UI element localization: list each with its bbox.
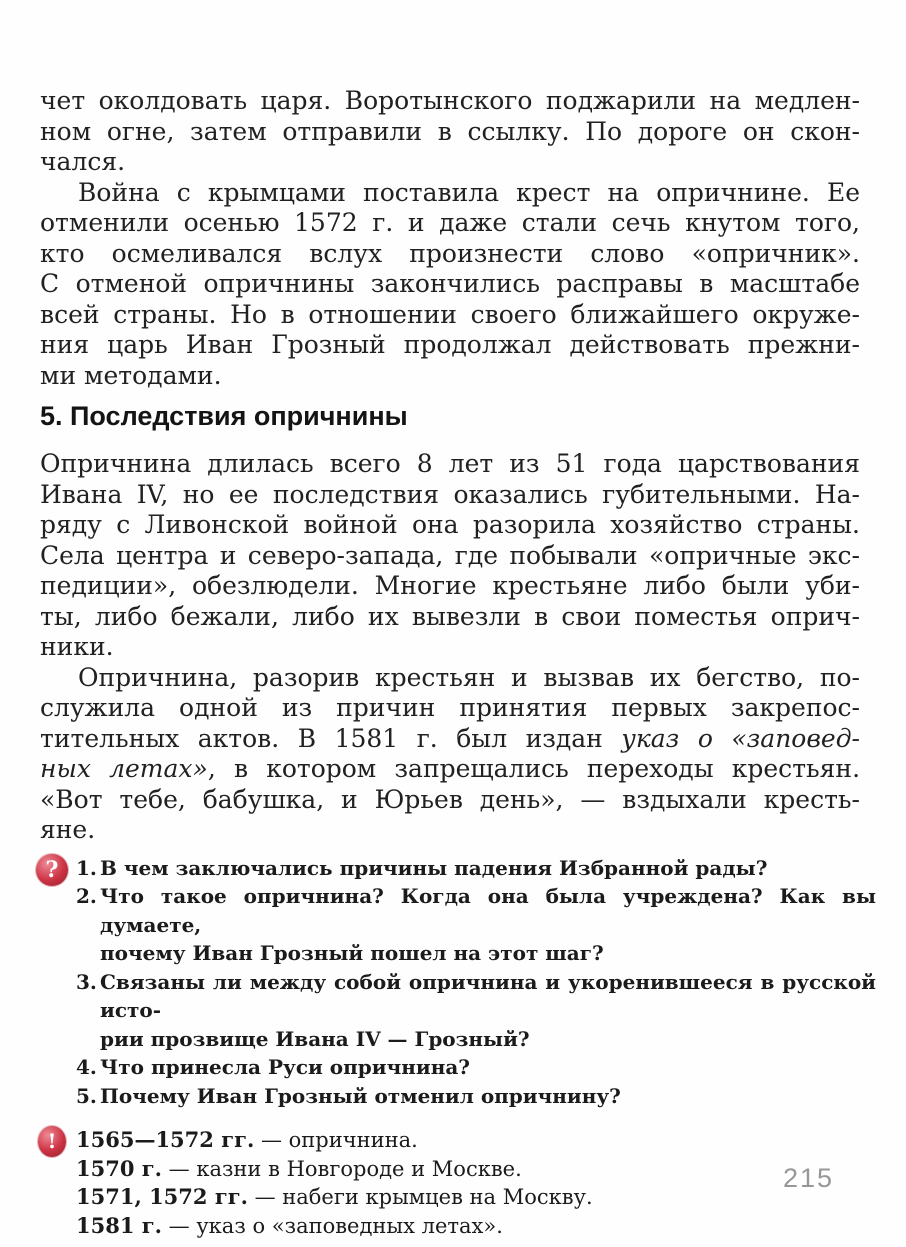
questions-list xyxy=(76,854,876,1111)
paragraph-line: С отменой опричнины закончились расправы в масштабе xyxy=(40,269,860,298)
paragraph-line: всей страны. Но в отношении своего ближайшего окруже- xyxy=(40,299,860,329)
paragraph-line: служила одной из причин принятия первых закрепос- xyxy=(40,693,860,722)
paragraph-4 xyxy=(40,663,860,846)
question-text: В чем заключались причины падения Избранной рады? xyxy=(100,855,768,880)
date-item xyxy=(76,1155,876,1184)
question-mark-icon: ? xyxy=(36,854,68,886)
question-text: Что принесла Руси опричнина? xyxy=(100,1055,471,1079)
question-text: Что такое опричнина? Когда она была учреждена? Как вы думаете, xyxy=(100,884,876,937)
paragraph-line: Села центра и северо-запада, где побывали «опричные экс- xyxy=(40,540,860,570)
date-item xyxy=(76,1212,876,1241)
section-heading: 5. Последствия опричнины xyxy=(40,401,408,431)
question-item xyxy=(76,1053,876,1082)
paragraph-line: «Вот тебе, бабушка, и Юрьев день», — вздыхали кресть- xyxy=(40,784,860,814)
date-event: — казни в Новгороде и Москве. xyxy=(168,1156,522,1181)
questions-section xyxy=(0,854,906,1111)
paragraph-line: отменили осенью 1572 г. и даже стали сечь кнутом того, xyxy=(40,208,860,237)
question-item xyxy=(76,854,876,883)
date-item xyxy=(76,1183,876,1212)
paragraph-3 xyxy=(40,449,860,663)
paragraph-line: ряду с Ливонской войной она разорила хозяйство страны. xyxy=(40,510,860,539)
paragraph-line: чался. xyxy=(40,147,126,176)
paragraph-line: ния царь Иван Грозный продолжал действовать прежни- xyxy=(40,330,860,359)
date-years: 1581 г. xyxy=(76,1212,162,1238)
question-number: 5. xyxy=(76,1083,97,1108)
paragraph-line: Опричнина длилась всего 8 лет из 51 года царствования xyxy=(40,449,860,478)
question-text: почему Иван Грозный пошел на этот шаг? xyxy=(100,941,604,965)
paragraph-line: педиции», обезлюдели. Многие крестьяне либо были уби- xyxy=(40,571,860,600)
paragraph-line: Опричнина, разорив крестьян и вызвав их бегство, по- xyxy=(78,662,860,692)
question-number: 2. xyxy=(76,884,97,908)
question-number: 1. xyxy=(76,855,97,880)
paragraph-text: , в котором запрещались переходы крестьян. xyxy=(207,754,861,783)
paragraph-line: ники. xyxy=(40,632,114,661)
paragraph-line: Ивана IV, но ее последствия оказались губительными. На- xyxy=(40,479,860,509)
question-text: Почему Иван Грозный отменил опричнину? xyxy=(100,1083,621,1108)
exclamation-mark-icon: ! xyxy=(38,1126,66,1157)
dates-list xyxy=(76,1126,876,1240)
question-item xyxy=(76,968,876,1054)
page-number: 215 xyxy=(782,1163,834,1193)
paragraph-line: Война с крымцами поставила крест на опричнине. Ее xyxy=(78,177,860,207)
paragraph-line: чет околдовать царя. Воротынского поджарили на медлен- xyxy=(40,86,860,115)
paragraph-line: ном огне, затем отправили в ссылку. По дороге он скон- xyxy=(40,116,860,146)
question-item xyxy=(76,1082,876,1111)
question-text: рии прозвище Ивана IV — Грозный? xyxy=(100,1026,530,1051)
question-number: 3. xyxy=(76,969,97,994)
paragraph-line: яне. xyxy=(40,815,96,844)
paragraph-line: ты, либо бежали, либо их вывезли в свои поместья оприч- xyxy=(40,601,860,631)
date-event: — опричнина. xyxy=(260,1128,418,1152)
paragraph-line: кто осмеливался вслух произнести слово «опричник». xyxy=(40,238,860,268)
date-years: 1571, 1572 гг. xyxy=(76,1184,248,1209)
date-years: 1565—1572 гг. xyxy=(76,1127,255,1152)
date-item xyxy=(76,1126,876,1155)
date-event: — набеги крымцев на Москву. xyxy=(254,1185,593,1209)
dates-section xyxy=(0,1126,906,1240)
question-number: 4. xyxy=(76,1055,97,1079)
paragraph-line: ми методами. xyxy=(40,360,222,390)
question-item xyxy=(76,882,876,968)
date-years: 1570 г. xyxy=(76,1155,162,1181)
paragraph-2 xyxy=(40,178,860,392)
paragraph-1 xyxy=(40,86,860,178)
paragraph-line xyxy=(40,754,860,785)
date-event: — указ о «заповедных летах». xyxy=(168,1213,503,1238)
question-text: Связаны ли между собой опричнина и укоренившееся в русской исто- xyxy=(100,969,876,1022)
paragraph-text: тительных актов. В 1581 г. был издан xyxy=(40,723,622,753)
paragraph-line xyxy=(40,724,860,755)
decree-title-italic: указ о «заповед- xyxy=(621,723,860,753)
decree-title-italic: ных летах» xyxy=(40,754,208,783)
